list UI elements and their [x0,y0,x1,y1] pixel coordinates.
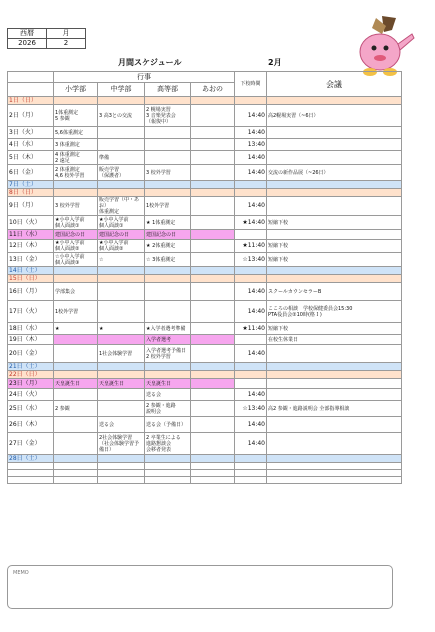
meeting-cell [267,267,402,275]
elementary-cell: ☆小中入学前 個人面談③ [54,253,98,267]
day-row [8,335,402,345]
day-row [8,301,402,323]
meeting-cell [267,371,402,379]
senior-cell: ★ 2体重測定 [145,240,191,253]
meeting-cell [267,363,402,371]
aono-cell [191,197,235,216]
elementary-cell: 天皇誕生日 [54,379,98,389]
junior-cell: ★小中入学前 個人面談② [98,240,145,253]
date-cell: 11日（水） [8,230,54,240]
meeting-cell [267,127,402,139]
day-row [8,97,402,105]
elementary-cell [54,345,98,363]
day-row [8,151,402,165]
senior-cell: 2 卒業生による 進路懇談会 会移者発表 [145,433,191,455]
blank-cell [235,463,267,470]
day-row [8,216,402,230]
meeting-cell [267,345,402,363]
date-cell: 14日（土） [8,267,54,275]
elementary-cell: 建国記念の日 [54,230,98,240]
day-row [8,127,402,139]
date-cell: 9日（月） [8,197,54,216]
senior-cell: 建国記念の日 [145,230,191,240]
blank-cell [267,477,402,484]
blank-cell [267,463,402,470]
aono-cell [191,230,235,240]
junior-cell: ★ [98,323,145,335]
aono-cell [191,181,235,189]
dismissal-time-cell [235,335,267,345]
senior-cell [145,455,191,463]
senior-cell [145,267,191,275]
meeting-cell [267,389,402,401]
elementary-cell: ★小中入学前 個人面談① [54,216,98,230]
elementary-header: 小学部 [54,83,98,97]
day-row [8,230,402,240]
date-cell: 24日（火） [8,389,54,401]
meeting-cell [267,181,402,189]
month-title: 2月 [268,58,282,67]
dismissal-time-cell: 14:40 [235,301,267,323]
date-cell: 23日（月） [8,379,54,389]
aono-cell [191,151,235,165]
elementary-cell: 5,6体重測定 [54,127,98,139]
elementary-cell: 2 参観 [54,401,98,417]
day-row [8,455,402,463]
junior-cell [98,181,145,189]
date-cell: 15日（日） [8,275,54,283]
day-row [8,283,402,301]
dismissal-time-cell [235,230,267,240]
aono-cell [191,371,235,379]
dismissal-time-cell [235,371,267,379]
blank-cell [8,470,54,477]
meeting-cell: こころの相談 学校保健委員会15:30 PTA役員会②10時(格Ｉ) [267,301,402,323]
elementary-cell [54,275,98,283]
day-row [8,240,402,253]
elementary-cell [54,389,98,401]
aono-cell [191,323,235,335]
junior-cell [98,189,145,197]
meeting-cell: スクールカウンセラーB [267,283,402,301]
junior-cell [98,127,145,139]
blank-row [8,470,402,477]
blank-cell [145,470,191,477]
junior-cell [98,389,145,401]
dismissal-time-cell [235,267,267,275]
day-row [8,417,402,433]
day-row [8,105,402,127]
junior-cell [98,267,145,275]
aono-cell [191,267,235,275]
day-row [8,189,402,197]
senior-cell [145,283,191,301]
dismissal-time-cell [235,97,267,105]
junior-cell [98,371,145,379]
junior-cell [98,401,145,417]
junior-cell [98,275,145,283]
day-row [8,275,402,283]
date-cell: 27日（金） [8,433,54,455]
dismissal-time-cell [235,181,267,189]
junior-cell [98,139,145,151]
memo-box[interactable] [7,565,393,609]
senior-cell: 2 幌場実習 3 音楽発表会 （報復中） [145,105,191,127]
date-cell: 13日（金） [8,253,54,267]
senior-cell [145,189,191,197]
day-row [8,371,402,379]
junior-cell [98,455,145,463]
dismissal-time-cell [235,379,267,389]
dismissal-time-cell [235,189,267,197]
date-cell: 18日（水） [8,323,54,335]
junior-cell: 販売学習 （保護者） [98,165,145,181]
dismissal-time-cell [235,363,267,371]
date-cell: 5日（木） [8,151,54,165]
aono-cell [191,301,235,323]
blank-cell [98,470,145,477]
blank-cell [145,477,191,484]
date-cell: 25日（水） [8,401,54,417]
aono-cell [191,363,235,371]
date-cell: 17日（火） [8,301,54,323]
dismissal-time-cell: 14:40 [235,389,267,401]
junior-cell [98,283,145,301]
elementary-cell [54,363,98,371]
aono-cell [191,253,235,267]
meeting-cell: 高2 参観・進路説明会 全部指導相談 [267,401,402,417]
date-cell: 28日（土） [8,455,54,463]
dismissal-time-cell: 14:40 [235,105,267,127]
elementary-cell [54,433,98,455]
senior-cell [145,139,191,151]
junior-cell: 2社会体験学習 （社会体験学習予備日） [98,433,145,455]
day-row [8,323,402,335]
month-label: 月 [47,29,86,39]
day-row [8,253,402,267]
events-header: 行事 [54,72,235,83]
senior-cell [145,97,191,105]
aono-header: あおの [191,83,235,97]
blank-cell [54,463,98,470]
dismissal-time-cell: 14:40 [235,433,267,455]
elementary-cell: 1校外学習 [54,301,98,323]
senior-cell: ☆ 3体重測定 [145,253,191,267]
aono-cell [191,189,235,197]
date-cell: 1日（日） [8,97,54,105]
day-row [8,181,402,189]
meeting-cell [267,379,402,389]
aono-cell [191,401,235,417]
blank-cell [191,470,235,477]
senior-cell [145,127,191,139]
aono-cell [191,335,235,345]
aono-cell [191,455,235,463]
corner-cell-2 [8,83,54,97]
senior-cell [145,301,191,323]
senior-cell [145,151,191,165]
senior-cell: ★ 1体重測定 [145,216,191,230]
meeting-cell: 短縮下校 [267,323,402,335]
year-value: 2026 [8,39,47,49]
blank-cell [54,477,98,484]
elementary-cell: ★小中入学前 個人面談② [54,240,98,253]
junior-header: 中学部 [98,83,145,97]
meeting-cell [267,151,402,165]
date-cell: 22日（日） [8,371,54,379]
junior-cell: 販売学習（中・あお） 体重測定 [98,197,145,216]
senior-cell [145,275,191,283]
day-row [8,379,402,389]
senior-cell [145,181,191,189]
junior-cell: ☆ [98,253,145,267]
aono-cell [191,97,235,105]
day-row [8,267,402,275]
dismissal-header: 下校時間 [235,72,267,97]
elementary-cell [54,267,98,275]
meeting-cell [267,197,402,216]
blank-cell [98,477,145,484]
aono-cell [191,345,235,363]
meeting-cell: 短縮下校 [267,216,402,230]
junior-cell [98,97,145,105]
date-cell: 26日（木） [8,417,54,433]
senior-cell: 入学者選考 [145,335,191,345]
elementary-cell: 1体重測定 5 参観 [54,105,98,127]
senior-cell: 入学者選考予備日 2 校外学習 [145,345,191,363]
senior-cell: ★入学者選考準備 [145,323,191,335]
senior-cell: 天皇誕生日 [145,379,191,389]
elementary-cell: 3 体重測定 [54,139,98,151]
day-row [8,389,402,401]
junior-cell: 3 高3との交流 [98,105,145,127]
dismissal-time-cell: ☆13:40 [235,401,267,417]
aono-cell [191,105,235,127]
dismissal-time-cell: ☆13:40 [235,253,267,267]
date-cell: 20日（金） [8,345,54,363]
year-month-box [7,28,86,49]
elementary-cell [54,97,98,105]
blank-cell [191,477,235,484]
senior-cell: 1校外学習 [145,197,191,216]
junior-cell: 建国記念の日 [98,230,145,240]
aono-cell [191,127,235,139]
senior-cell: 送る会（予備日） [145,417,191,433]
blank-cell [235,470,267,477]
era-label: 西暦 [8,29,47,39]
blank-cell [191,463,235,470]
date-cell: 3日（火） [8,127,54,139]
dismissal-time-cell [235,455,267,463]
meeting-cell: 交流の新作品展（~26日） [267,165,402,181]
meeting-cell [267,189,402,197]
corner-cell [8,72,54,83]
meeting-cell [267,433,402,455]
dismissal-time-cell: ★11:40 [235,323,267,335]
senior-header: 高等部 [145,83,191,97]
junior-cell: 天皇誕生日 [98,379,145,389]
dismissal-time-cell: 14:40 [235,345,267,363]
date-cell: 12日（木） [8,240,54,253]
senior-cell: 3 校外学習 [145,165,191,181]
blank-cell [235,477,267,484]
schedule-table [7,71,402,484]
dismissal-time-cell: 13:40 [235,139,267,151]
aono-cell [191,389,235,401]
elementary-cell: 2 体重測定 4,6 校外学習 [54,165,98,181]
day-row [8,363,402,371]
date-cell: 10日（火） [8,216,54,230]
junior-cell: 1社会体験学習 [98,345,145,363]
date-cell: 19日（木） [8,335,54,345]
dismissal-time-cell [235,275,267,283]
senior-cell [145,371,191,379]
blank-cell [267,470,402,477]
month-value: 2 [47,39,86,49]
dismissal-time-cell: ★11:40 [235,240,267,253]
meeting-cell: 高2幌場実習（~6日） [267,105,402,127]
elementary-cell [54,455,98,463]
aono-cell [191,379,235,389]
page-title: 月間スケジュール [118,58,182,67]
elementary-cell [54,417,98,433]
elementary-cell: 4 体重測定 2 遠足 [54,151,98,165]
senior-cell [145,363,191,371]
meeting-cell [267,455,402,463]
dismissal-time-cell: 14:40 [235,151,267,165]
dismissal-time-cell: 14:40 [235,165,267,181]
meeting-header: 会議 [267,72,402,97]
date-cell: 7日（土） [8,181,54,189]
aono-cell [191,240,235,253]
day-row [8,165,402,181]
blank-cell [8,477,54,484]
meeting-cell: 短縮下校 [267,253,402,267]
meeting-cell [267,139,402,151]
meeting-cell [267,417,402,433]
elementary-cell: ★ [54,323,98,335]
junior-cell: ★小中入学前 個人面談① [98,216,145,230]
dismissal-time-cell: 14:40 [235,417,267,433]
memo-label: MEMO [13,570,29,576]
date-cell: 4日（水） [8,139,54,151]
meeting-cell: 短縮下校 [267,240,402,253]
senior-cell: 2 参観・進路 説明会 [145,401,191,417]
day-row [8,139,402,151]
blank-cell [8,463,54,470]
aono-cell [191,275,235,283]
day-row [8,345,402,363]
day-row [8,197,402,216]
junior-cell [98,335,145,345]
blank-cell [54,470,98,477]
aono-cell [191,417,235,433]
day-row [8,401,402,417]
date-cell: 16日（月） [8,283,54,301]
elementary-cell [54,181,98,189]
dismissal-time-cell: 14:40 [235,127,267,139]
aono-cell [191,165,235,181]
date-cell: 8日（日） [8,189,54,197]
blank-row [8,477,402,484]
aono-cell [191,216,235,230]
aono-cell [191,139,235,151]
junior-cell: 準備 [98,151,145,165]
junior-cell [98,301,145,323]
date-cell: 6日（金） [8,165,54,181]
meeting-cell [267,230,402,240]
aono-cell [191,283,235,301]
dismissal-time-cell: 14:40 [235,197,267,216]
junior-cell [98,363,145,371]
junior-cell: 送る会 [98,417,145,433]
blank-cell [145,463,191,470]
day-row [8,433,402,455]
elementary-cell [54,335,98,345]
senior-cell: 送る会 [145,389,191,401]
blank-cell [98,463,145,470]
aono-cell [191,433,235,455]
elementary-cell [54,189,98,197]
elementary-cell: 学部集会 [54,283,98,301]
blank-row [8,463,402,470]
date-cell: 2日（月） [8,105,54,127]
dismissal-time-cell: 14:40 [235,283,267,301]
elementary-cell [54,371,98,379]
meeting-cell [267,275,402,283]
meeting-cell: 在校生休業日 [267,335,402,345]
date-cell: 21日（土） [8,363,54,371]
meeting-cell [267,97,402,105]
elementary-cell: 3 校外学習 [54,197,98,216]
dismissal-time-cell: ★14:40 [235,216,267,230]
